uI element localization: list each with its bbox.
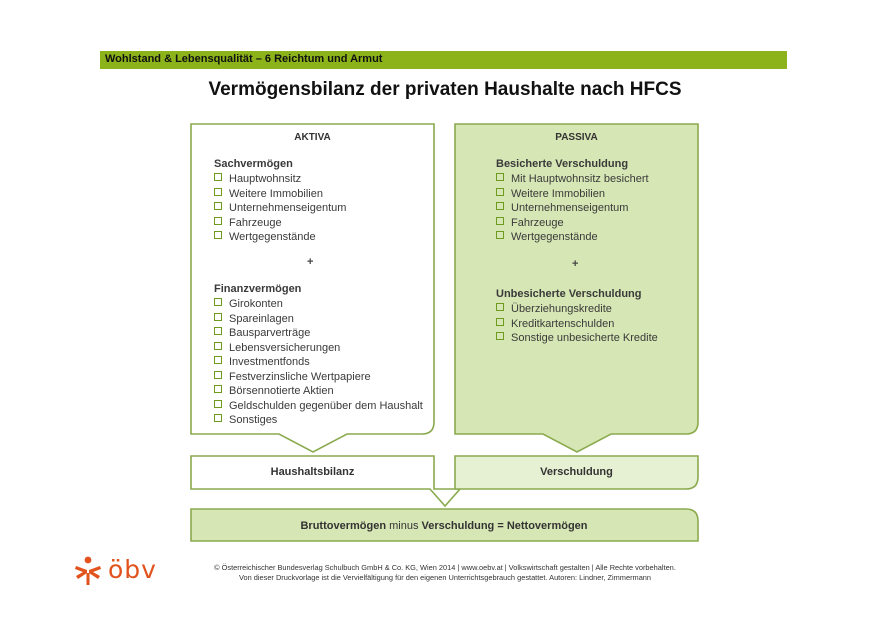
checkbox-icon: [214, 188, 222, 196]
checkbox-icon: [214, 400, 222, 408]
header-bar-text: Wohlstand & Lebensqualität – 6 Reichtum und Armut: [105, 53, 383, 65]
list-item: Bausparverträge: [214, 326, 423, 341]
equation-equals: =: [497, 520, 504, 532]
checkbox-icon: [496, 217, 504, 225]
list-item: Fahrzeuge: [214, 216, 346, 231]
footer: [170, 563, 720, 583]
verschuldung-label: Verschuldung: [540, 466, 613, 478]
list-item: Girokonten: [214, 297, 423, 312]
aktiva-plus: +: [307, 256, 314, 268]
list-item: Kreditkartenschulden: [496, 317, 658, 332]
list-item: Lebensversicherungen: [214, 341, 423, 356]
list-item: Mit Hauptwohnsitz besichert: [496, 172, 649, 187]
footer-line-2: Von dieser Druckvorlage ist die Vervielfältigung für den eigenen Unterrichtsgebrauch gestattet. Autoren: Lindner, Zimmermann: [238, 573, 652, 582]
list-item: Wertgegenstände: [496, 230, 649, 245]
checkbox-icon: [214, 371, 222, 379]
checkbox-icon: [496, 173, 504, 181]
list-item: Festverzinsliche Wertpapiere: [214, 370, 423, 385]
passiva-plus: +: [572, 258, 579, 270]
page-title: Vermögensbilanz der privaten Haushalte nach HFCS: [208, 79, 682, 100]
checkbox-icon: [496, 202, 504, 210]
checkbox-icon: [214, 173, 222, 181]
list-item: Unternehmenseigentum: [214, 201, 346, 216]
checkbox-icon: [496, 303, 504, 311]
checkbox-icon: [214, 202, 222, 210]
haushaltsbilanz-label: Haushaltsbilanz: [270, 466, 355, 478]
equation-verschuldung: Verschuldung: [421, 520, 495, 532]
checkbox-icon: [214, 356, 222, 364]
list-item: Fahrzeuge: [496, 216, 649, 231]
equation-minus: minus: [389, 520, 419, 532]
unbesicherte-verschuldung-list: [496, 302, 658, 346]
list-item: Überziehungskredite: [496, 302, 658, 317]
list-item: Weitere Immobilien: [496, 187, 649, 202]
list-item: Sonstiges: [214, 413, 423, 428]
checkbox-icon: [214, 385, 222, 393]
checkbox-icon: [214, 298, 222, 306]
checkbox-icon: [214, 342, 222, 350]
list-item: Börsennotierte Aktien: [214, 384, 423, 399]
equation-bruttovermoegen: Bruttovermögen: [300, 520, 387, 532]
list-item: Wertgegenstände: [214, 230, 346, 245]
finanzvermoegen-list: [214, 297, 423, 428]
logo-text: öbv: [108, 555, 157, 584]
checkbox-icon: [214, 414, 222, 422]
footer-line-1: © Österreichischer Bundesverlag Schulbuch GmbH & Co. KG, Wien 2014 | www.oebv.at | Volkswirtschaft gestalten | Alle Rechte vorbehalten.: [214, 563, 676, 572]
sachvermoegen-list: [214, 172, 346, 245]
checkbox-icon: [496, 188, 504, 196]
list-item: Weitere Immobilien: [214, 187, 346, 202]
checkbox-icon: [214, 313, 222, 321]
besicherte-verschuldung-title: Besicherte Verschuldung: [496, 158, 629, 170]
sachvermoegen-title: Sachvermögen: [214, 158, 293, 170]
equation: [190, 520, 698, 532]
list-item: Geldschulden gegenüber dem Haushalt: [214, 399, 423, 414]
finanzvermoegen-title: Finanzvermögen: [214, 283, 302, 295]
checkbox-icon: [214, 327, 222, 335]
checkbox-icon: [496, 318, 504, 326]
list-item: Hauptwohnsitz: [214, 172, 346, 187]
equation-nettovermoegen: Nettovermögen: [506, 520, 588, 532]
passiva-heading: PASSIVA: [555, 132, 598, 143]
checkbox-icon: [496, 332, 504, 340]
list-item: Sonstige unbesicherte Kredite: [496, 331, 658, 346]
checkbox-icon: [214, 231, 222, 239]
besicherte-verschuldung-list: [496, 172, 649, 245]
haushaltsbilanz-box: [191, 456, 460, 506]
checkbox-icon: [214, 217, 222, 225]
checkbox-icon: [496, 231, 504, 239]
aktiva-heading: AKTIVA: [294, 132, 331, 143]
unbesicherte-verschuldung-title: Unbesicherte Verschuldung: [496, 288, 642, 300]
list-item: Unternehmenseigentum: [496, 201, 649, 216]
list-item: Spareinlagen: [214, 312, 423, 327]
list-item: Investmentfonds: [214, 355, 423, 370]
